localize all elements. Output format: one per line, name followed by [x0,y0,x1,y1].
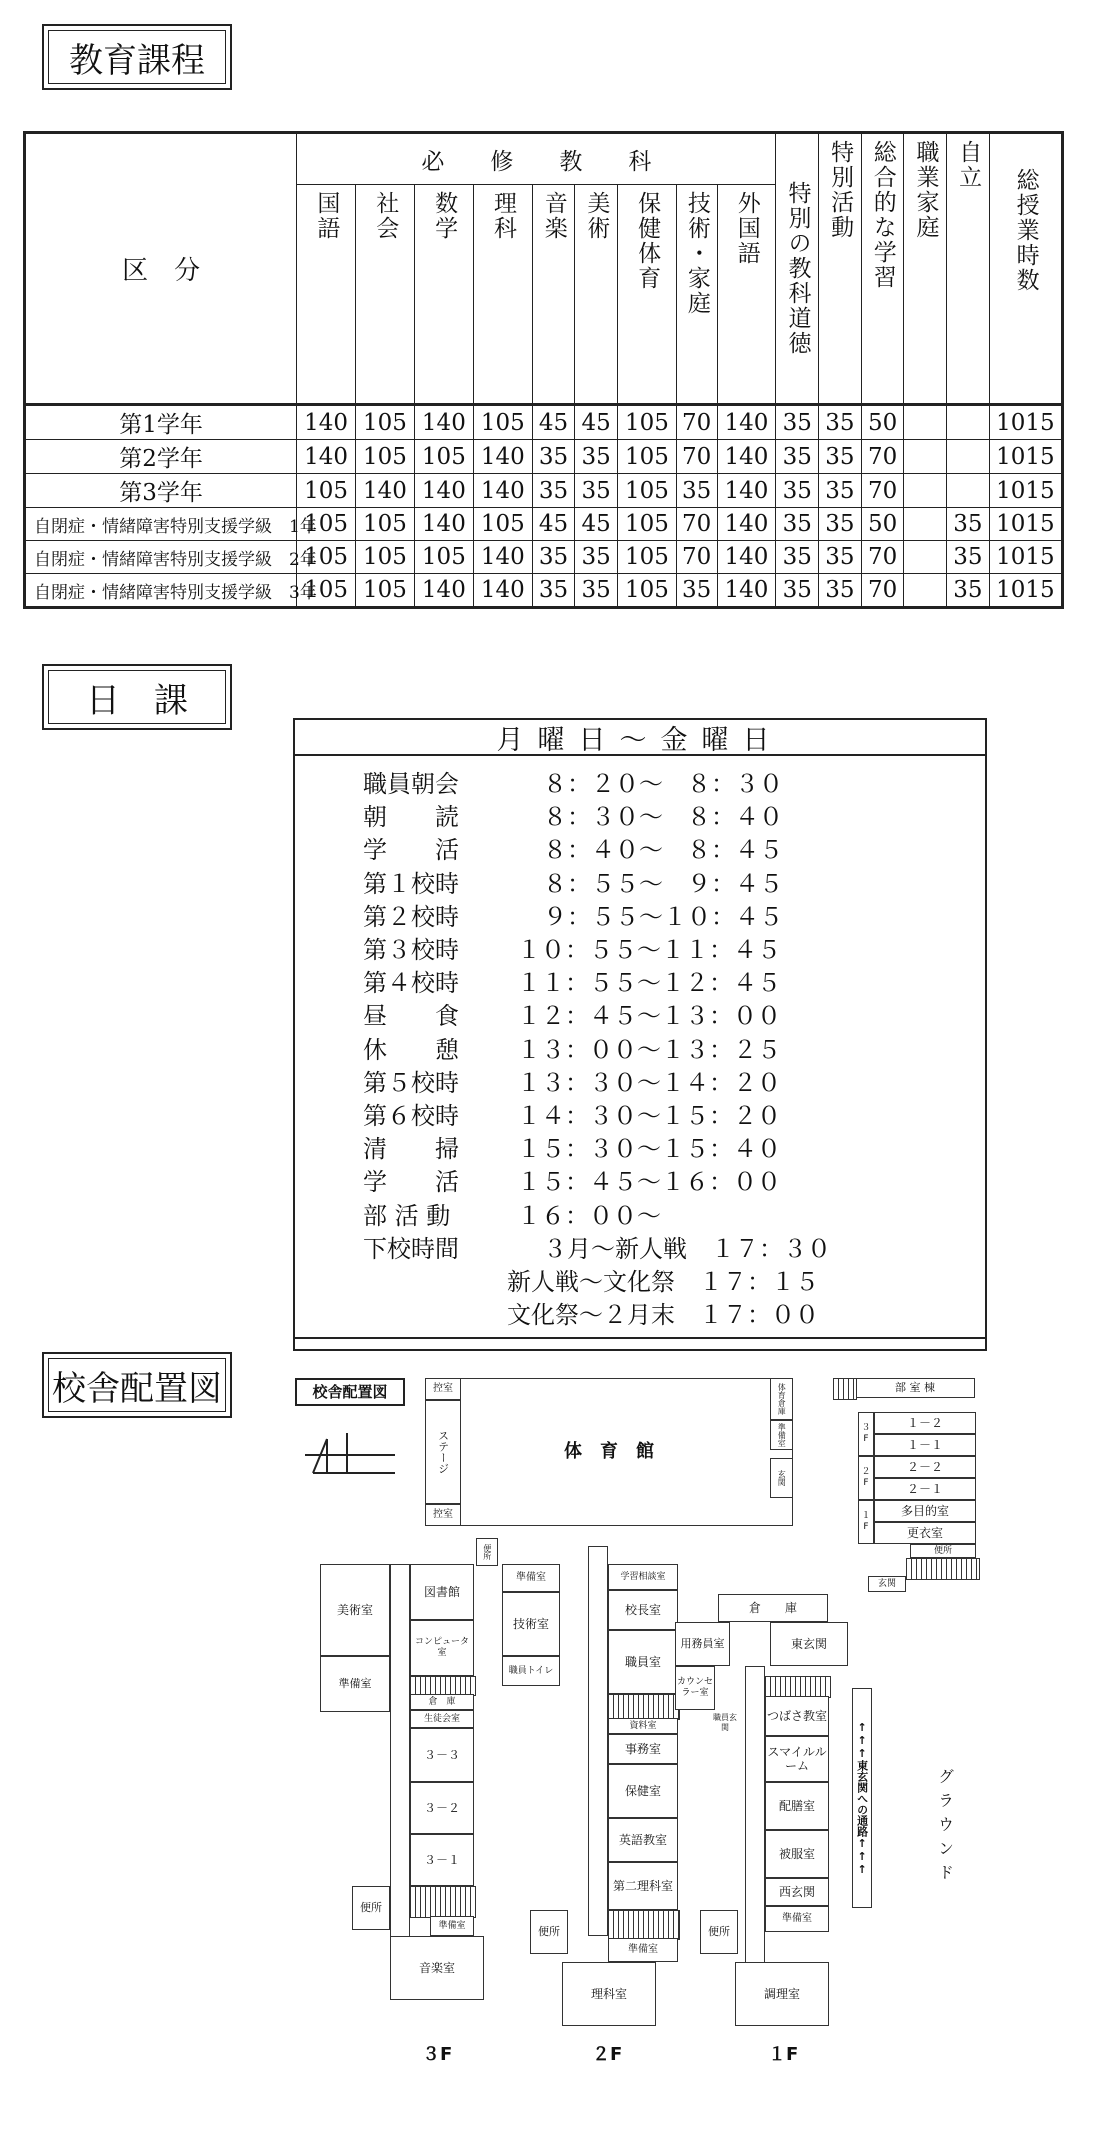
row-label: 自閉症・情緒障害特別支援学級 3年 [25,574,297,608]
curriculum-row [25,541,1063,574]
hours-cell: 105 [297,508,356,541]
header-moral: 特別の教科道徳 [776,133,819,405]
hours-cell [904,440,947,474]
schedule-heading: 月曜日～金曜日 [295,720,985,756]
schedule-period-time: １３：３０～１４：２０ [517,1068,781,1097]
hours-cell: 70 [676,508,717,541]
schedule-period-time: ８：３０～ ８：４０ [543,803,783,832]
schedule-period-time: ８：５５～ ９：４５ [543,869,783,898]
hours-cell: 105 [356,541,415,574]
counselor-room: カウンセラー室 [675,1666,715,1710]
science-room: 理科室 [562,1962,656,2026]
curriculum-row [25,440,1063,474]
hours-cell: 105 [356,440,415,474]
classroom-2-2: ２－２ [874,1456,976,1478]
hours-cell: 105 [473,508,532,541]
tsubasa-classroom: つばさ教室 [765,1696,829,1736]
hours-cell: 105 [618,474,677,508]
custodian-room: 用務員室 [675,1622,730,1666]
hours-cell: 35 [776,508,819,541]
schedule-period-label: 昼 食 [363,1002,459,1031]
hours-cell: 140 [414,405,473,440]
hours-cell: 70 [861,574,904,608]
hours-cell [947,440,990,474]
schedule-period-label: 清 掃 [363,1135,459,1164]
hours-cell: 70 [676,440,717,474]
toilet-gym: 便所 [476,1538,498,1566]
passage-to-east-entrance: ↑↑↑東玄関への通路↑↑↑ [852,1688,872,1908]
row-label: 自閉症・情緒障害特別支援学級 1年 [25,508,297,541]
hours-cell: 140 [297,440,356,474]
2f-toilet: 便所 [530,1910,568,1954]
3f-storage: 倉 庫 [410,1694,474,1710]
music-room: 音楽室 [390,1936,484,2000]
hours-cell: 140 [297,405,356,440]
hours-cell: 35 [532,541,575,574]
1f-toilet: 便所 [700,1910,738,1954]
hours-cell: 35 [776,440,819,474]
hours-cell: 70 [861,440,904,474]
schedule-period-label: 第６校時 [363,1102,459,1130]
gymnasium: 体 育 館 [425,1378,793,1526]
gym-storage: 体育倉庫 [770,1378,793,1420]
hours-cell [904,541,947,574]
hours-cell: 35 [575,474,618,508]
3f-stairs-2 [410,1886,476,1918]
wing-floor-3f: ３F [858,1412,874,1456]
map-title: 校舎配置図 [295,1378,405,1406]
hours-cell: 70 [676,405,717,440]
hours-cell: 1015 [989,541,1062,574]
hours-cell: 105 [618,574,677,608]
document-room: 資料室 [608,1718,678,1734]
2f-stairs [608,1694,680,1720]
hours-cell: 45 [575,508,618,541]
west-entrance: 西玄関 [765,1878,829,1906]
hours-cell: 140 [717,440,776,474]
art-prep-room: 準備室 [320,1656,390,1712]
hours-cell: 1015 [989,508,1062,541]
serving-room: 配膳室 [765,1782,829,1830]
study-consult-room: 学習相談室 [608,1564,678,1590]
schedule-period-time: １６：００～ [517,1201,661,1230]
hours-cell [947,405,990,440]
schedule-period-label: 第１校時 [363,869,459,898]
schedule-period-label: 職員朝会 [363,770,459,798]
hours-cell: 105 [618,405,677,440]
staff-room: 職員室 [608,1630,678,1694]
wing-floor-2f: ２F [858,1456,874,1500]
curriculum-section-title: 教育課程 [42,24,232,90]
header-vocational: 職業家庭 [904,133,947,405]
technology-room: 技術室 [502,1592,560,1656]
row-label: 第2学年 [25,440,297,474]
floor-label-1f: １F [768,2044,799,2065]
curriculum-row [25,474,1063,508]
hours-cell: 140 [717,508,776,541]
classroom-3-3: ３－３ [410,1728,474,1782]
schedule-period-time: ３月～新人戦 １７：３０ [543,1234,831,1263]
header-subject: 社会 [356,185,415,405]
schedule-dismissal-time: 文化祭～２月末 １７：００ [507,1301,819,1330]
header-subject: 国語 [297,185,356,405]
schedule-period-label: 第４校時 [363,969,459,998]
schedule-period-time: １５：３０～１５：４０ [517,1135,781,1164]
header-kubun: 区 分 [25,133,297,405]
staff-entrance: 職員玄関 [710,1710,740,1736]
hours-cell: 35 [776,405,819,440]
hours-cell: 1015 [989,405,1062,440]
hours-cell: 105 [618,508,677,541]
2f-corridor [588,1546,608,1936]
wing-stairs [906,1558,980,1580]
classroom-3-2: ３－２ [410,1782,474,1834]
north-arrow-icon [305,1433,395,1483]
hours-cell: 35 [819,440,862,474]
library: 図書館 [410,1564,474,1620]
hours-cell: 140 [473,574,532,608]
hours-cell: 35 [532,574,575,608]
schedule-period-label: 学 活 [363,836,459,865]
floor-label-2f: ２F [592,2044,623,2065]
schedule-period-time: １３：００～１３：２５ [517,1035,781,1064]
schedule-period-time: １０：５５～１１：４５ [517,936,781,964]
schedule-period-time: ９：５５～１０：４５ [543,902,783,931]
schedule-period-label: 学 活 [363,1168,459,1197]
hours-cell: 105 [414,541,473,574]
row-label: 第3学年 [25,474,297,508]
hours-cell: 105 [618,541,677,574]
hours-cell [947,474,990,508]
wing-entrance: 玄関 [868,1576,906,1592]
schedule-period-label: 下校時間 [363,1234,459,1263]
waiting-room: 控室 [425,1378,461,1400]
header-subject: 美術 [575,185,618,405]
2f-stairs-2 [608,1910,680,1940]
schedule-period-time: ８：４０～ ８：４５ [543,836,783,865]
hours-cell: 35 [819,541,862,574]
hours-cell: 35 [819,405,862,440]
staff-toilet: 職員トイレ [502,1656,560,1686]
stage: ステージ [425,1400,461,1504]
cooking-prep-room: 準備室 [765,1906,829,1932]
east-entrance: 東玄関 [770,1622,848,1666]
schedule-period-time: １１：５５～１２：４５ [517,969,781,998]
hours-cell: 140 [414,508,473,541]
wing-floor-1f: １F [858,1500,874,1544]
header-required-subjects: 必 修 教 科 [297,133,776,185]
hours-cell: 35 [532,474,575,508]
hours-cell: 35 [575,440,618,474]
curriculum-row [25,405,1063,440]
hours-cell: 105 [297,541,356,574]
header-subject: 音楽 [532,185,575,405]
hours-cell: 140 [717,541,776,574]
waiting-room-2: 控室 [425,1504,461,1526]
schedule-period-time: １２：４５～１３：００ [517,1002,781,1031]
row-label: 第1学年 [25,405,297,440]
ground-label: グラウンド [930,1748,960,1908]
hours-cell: 140 [473,474,532,508]
hours-cell: 35 [575,541,618,574]
schedule-period-label: 部 活 動 [363,1201,451,1230]
hours-cell: 105 [356,405,415,440]
hours-cell: 35 [947,541,990,574]
hours-cell: 35 [532,440,575,474]
hours-cell: 35 [947,574,990,608]
hours-cell: 140 [414,574,473,608]
hours-cell: 140 [717,574,776,608]
header-integrated-study: 総合的な学習 [861,133,904,405]
schedule-dismissal-time: 新人戦～文化祭 １７：１５ [507,1268,819,1296]
classroom-1-1: １－１ [874,1434,976,1456]
music-prep-room: 準備室 [430,1916,474,1936]
hours-cell: 35 [676,474,717,508]
health-room: 保健室 [608,1764,678,1818]
hours-cell [904,574,947,608]
schedule-period-label: 第５校時 [363,1068,459,1097]
storage-1f: 倉 庫 [718,1594,828,1622]
hours-cell: 45 [532,405,575,440]
computer-room: コンピュータ室 [410,1620,474,1676]
hours-cell: 35 [819,474,862,508]
hours-cell: 105 [618,440,677,474]
cooking-room: 調理室 [735,1962,829,2026]
principal-office: 校長室 [608,1590,678,1630]
hours-cell: 105 [297,574,356,608]
hours-cell: 140 [717,405,776,440]
schedule-period-label: 第３校時 [363,936,459,964]
smile-room: スマイルルーム [765,1736,829,1782]
hours-cell: 50 [861,508,904,541]
hours-cell: 1015 [989,440,1062,474]
hours-cell: 140 [414,474,473,508]
hours-cell: 35 [776,474,819,508]
science-prep-room: 準備室 [608,1938,678,1962]
hours-cell: 35 [947,508,990,541]
hours-cell: 140 [717,474,776,508]
club-building: 部 室 棟 [855,1378,975,1398]
curriculum-row [25,574,1063,608]
classroom-1-2: １－２ [874,1412,976,1434]
classroom-2-1: ２－１ [874,1478,976,1500]
office: 事務室 [608,1734,678,1764]
floor-label-3f: ３F [422,2044,453,2065]
3f-corridor [390,1564,410,1972]
hours-cell: 50 [861,405,904,440]
hours-cell [904,405,947,440]
header-subject: 理科 [473,185,532,405]
school-layout-map [290,1368,990,2068]
english-room: 英語教室 [608,1818,678,1862]
curriculum-table [23,131,1064,609]
hours-cell: 70 [861,474,904,508]
hours-cell: 70 [676,541,717,574]
schedule-section-title: 日 課 [42,664,232,730]
hours-cell: 35 [819,574,862,608]
tech-prep-room: 準備室 [502,1564,560,1592]
hours-cell: 140 [473,541,532,574]
hours-cell: 105 [297,474,356,508]
hours-cell: 35 [575,574,618,608]
student-council-room: 生徒会室 [410,1710,474,1728]
multipurpose-room: 多目的室 [874,1500,976,1522]
wing-toilet: 便所 [910,1544,976,1558]
hours-cell: 35 [776,574,819,608]
schedule-period-time: １４：３０～１５：２０ [517,1102,781,1130]
schedule-period-label: 朝 読 [363,803,459,832]
header-subject: 数学 [414,185,473,405]
hours-cell: 45 [575,405,618,440]
art-room: 美術室 [320,1564,390,1656]
header-subject: 技術・家庭 [676,185,717,405]
layout-section-title: 校舎配置図 [42,1352,232,1418]
3f-stairs [410,1676,476,1696]
hours-cell [904,508,947,541]
schedule-period-label: 休 憩 [363,1035,459,1064]
science-room-2: 第二理科室 [608,1862,678,1910]
schedule-bottom-rule [295,1337,985,1339]
hours-cell [904,474,947,508]
clothing-room: 被服室 [765,1830,829,1878]
header-special-activity: 特別活動 [819,133,862,405]
hours-cell: 35 [819,508,862,541]
header-independence: 自立 [947,133,990,405]
hours-cell: 105 [473,405,532,440]
row-label: 自閉症・情緒障害特別支援学級 2年 [25,541,297,574]
hours-cell: 70 [861,541,904,574]
1f-corridor [745,1666,765,1966]
header-total-hours: 総授業時数 [989,133,1062,405]
changing-room: 更衣室 [874,1522,976,1544]
hours-cell: 140 [356,474,415,508]
schedule-period-label: 第２校時 [363,902,459,931]
3f-toilet: 便所 [352,1886,390,1930]
hours-cell: 105 [356,508,415,541]
header-subject: 保健体育 [618,185,677,405]
gym-entrance: 玄関 [770,1458,793,1498]
hours-cell: 45 [532,508,575,541]
header-subject: 外国語 [717,185,776,405]
hours-cell: 1015 [989,474,1062,508]
curriculum-row [25,508,1063,541]
1f-stairs [765,1676,831,1698]
hours-cell: 35 [776,541,819,574]
schedule-period-time: ８：２０～ ８：３０ [543,770,783,798]
hours-cell: 35 [676,574,717,608]
schedule-period-time: １５：４５～１６：００ [517,1168,781,1197]
hours-cell: 1015 [989,574,1062,608]
hours-cell: 105 [414,440,473,474]
club-stairs [833,1378,857,1400]
gym-prep-room: 準備室 [770,1420,793,1450]
hours-cell: 140 [473,440,532,474]
daily-schedule [293,718,987,1351]
classroom-3-1: ３－１ [410,1834,474,1886]
hours-cell: 105 [356,574,415,608]
